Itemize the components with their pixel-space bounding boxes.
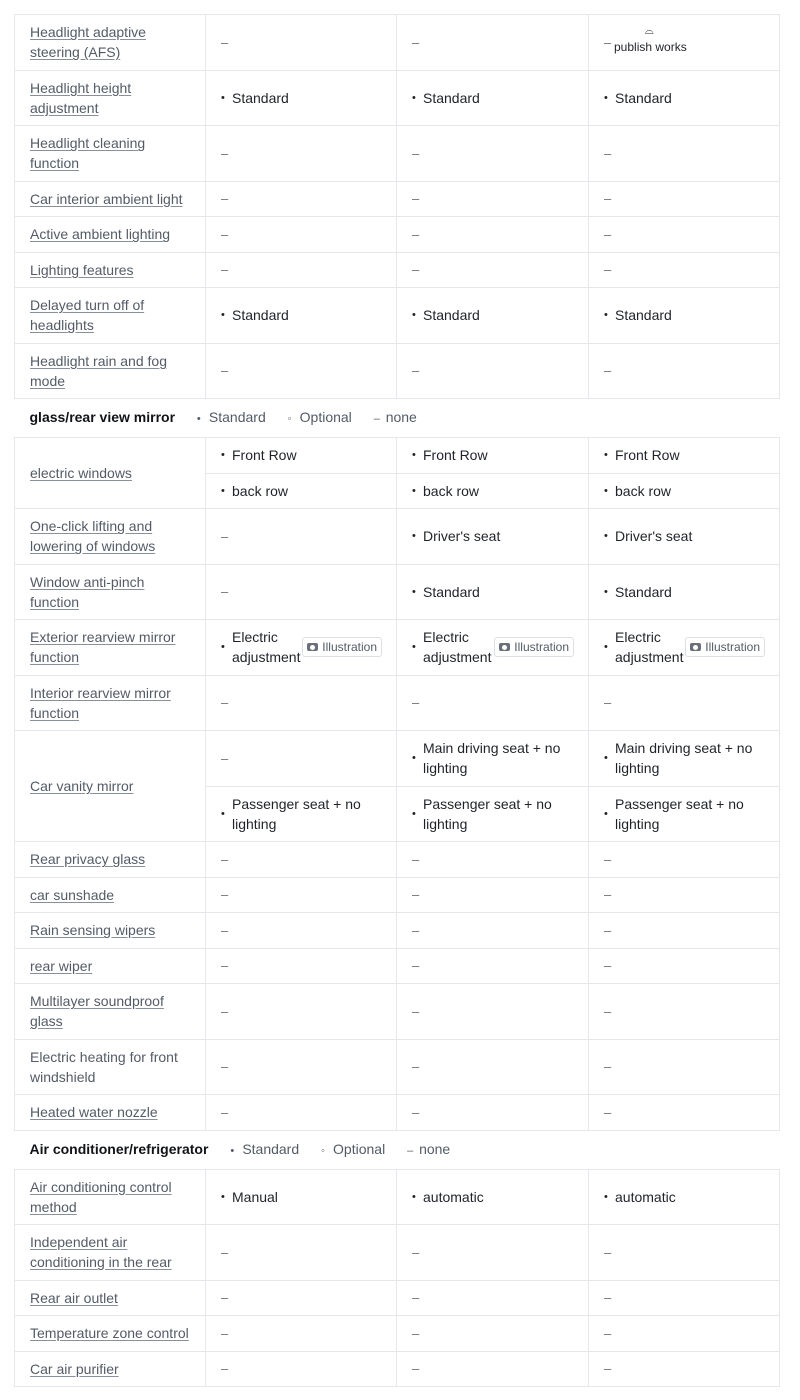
bullet-icon: • xyxy=(221,1190,225,1203)
spec-cell: • Standard xyxy=(397,288,589,344)
spec-cell: – xyxy=(206,984,397,1040)
legend-standard: • Standard xyxy=(197,409,266,425)
bullet-icon: • xyxy=(412,585,416,598)
table-row xyxy=(15,984,780,1040)
bullet-icon: • xyxy=(221,641,225,654)
spec-cell: – xyxy=(206,913,397,949)
table-row xyxy=(15,15,780,71)
row-label[interactable]: Headlight adaptive steering (AFS) xyxy=(15,15,206,71)
bullet-icon: • xyxy=(412,449,416,462)
spec-cell: – xyxy=(397,1316,589,1352)
bullet-icon: • xyxy=(221,449,225,462)
spec-cell: • Front Row xyxy=(589,438,780,474)
spec-cell: • back row xyxy=(589,473,780,509)
spec-cell: – xyxy=(397,15,589,71)
table-row xyxy=(15,877,780,913)
spec-cell: – xyxy=(206,1225,397,1281)
table-row xyxy=(15,948,780,984)
spec-cell: – xyxy=(589,126,780,182)
table-row xyxy=(15,1225,780,1281)
row-label[interactable]: Temperature zone control xyxy=(15,1316,206,1352)
hollow-dot-icon: ◦ xyxy=(321,1144,325,1157)
spec-cell: • Passenger seat + no lighting xyxy=(206,786,397,842)
table-row xyxy=(15,620,780,676)
spec-cell: • back row xyxy=(397,473,589,509)
illustration-button[interactable]: Illustration xyxy=(685,637,765,657)
spec-cell: • Electric adjustment Illustration xyxy=(589,620,780,676)
camera-icon xyxy=(690,643,701,651)
spec-cell: – xyxy=(206,1095,397,1131)
row-label[interactable]: Multilayer soundproof glass xyxy=(15,984,206,1040)
row-label[interactable]: Rear privacy glass xyxy=(15,842,206,878)
filled-dot-icon: • xyxy=(196,413,201,425)
spec-cell: – xyxy=(206,1351,397,1387)
camera-icon xyxy=(499,643,510,651)
spec-cell: – xyxy=(589,1280,780,1316)
spec-table xyxy=(14,14,780,1387)
bullet-icon: • xyxy=(221,91,225,104)
row-label[interactable]: Rear air outlet xyxy=(15,1280,206,1316)
section-header xyxy=(15,399,780,438)
spec-cell: – xyxy=(589,984,780,1040)
spec-cell: – xyxy=(397,217,589,253)
row-label[interactable]: Independent air conditioning in the rear xyxy=(15,1225,206,1281)
bullet-icon: • xyxy=(221,484,225,497)
spec-cell: • Standard xyxy=(589,70,780,126)
table-row xyxy=(15,675,780,731)
spec-cell: • Electric adjustment Illustration xyxy=(206,620,397,676)
bullet-icon: • xyxy=(604,91,608,104)
bullet-icon: • xyxy=(604,585,608,598)
row-label[interactable]: Car vanity mirror xyxy=(15,731,206,842)
table-row xyxy=(15,913,780,949)
row-label[interactable]: electric windows xyxy=(15,438,206,509)
filled-dot-icon: • xyxy=(230,1144,235,1157)
bullet-icon: • xyxy=(604,530,608,543)
spec-cell: – xyxy=(206,217,397,253)
spec-cell: • Front Row xyxy=(397,438,589,474)
bullet-icon: • xyxy=(412,309,416,322)
table-row xyxy=(15,126,780,182)
row-label[interactable]: Window anti-pinch function xyxy=(15,564,206,620)
spec-cell: – xyxy=(206,181,397,217)
row-label[interactable]: Active ambient lighting xyxy=(15,217,206,253)
section-header-cell xyxy=(15,1130,780,1169)
section-title: Air conditioner/refrigerator xyxy=(29,1140,209,1157)
row-label[interactable]: One-click lifting and lowering of windows xyxy=(15,509,206,565)
spec-cell: • Standard xyxy=(397,564,589,620)
bullet-icon: • xyxy=(604,641,608,654)
illustration-button[interactable]: Illustration xyxy=(302,637,382,657)
spec-cell: – xyxy=(206,675,397,731)
row-label[interactable]: rear wiper xyxy=(15,948,206,984)
row-label: Electric heating for front windshield xyxy=(15,1039,206,1095)
spec-cell: – xyxy=(206,252,397,288)
row-label[interactable]: Headlight rain and fog mode xyxy=(15,343,206,399)
row-label[interactable]: Air conditioning control method xyxy=(15,1169,206,1225)
spec-cell: – xyxy=(589,842,780,878)
spec-cell: • Standard xyxy=(397,70,589,126)
spec-cell: – xyxy=(397,181,589,217)
bullet-icon: • xyxy=(604,807,608,820)
spec-cell: – xyxy=(397,1039,589,1095)
spec-cell: • Main driving seat + no lighting xyxy=(397,731,589,787)
dash-icon: – xyxy=(407,1144,414,1157)
illustration-button[interactable]: Illustration xyxy=(494,637,574,657)
spec-cell: – xyxy=(397,842,589,878)
spec-cell: – xyxy=(397,948,589,984)
spec-cell: • Standard xyxy=(589,564,780,620)
table-row xyxy=(15,1280,780,1316)
hollow-dot-icon: ◦ xyxy=(287,413,292,425)
spec-cell: – xyxy=(589,252,780,288)
spec-cell: – xyxy=(206,564,397,620)
spec-cell: – xyxy=(206,948,397,984)
row-label[interactable]: car sunshade xyxy=(15,877,206,913)
bullet-icon: • xyxy=(412,1190,416,1203)
table-row xyxy=(15,181,780,217)
spec-cell: – xyxy=(397,913,589,949)
bullet-icon: • xyxy=(412,807,416,820)
spec-cell: – xyxy=(206,731,397,787)
table-row xyxy=(15,731,780,787)
spec-cell: • automatic xyxy=(397,1169,589,1225)
spec-cell: – xyxy=(397,343,589,399)
bullet-icon: • xyxy=(412,752,416,765)
spec-cell: – xyxy=(206,509,397,565)
spec-cell: – xyxy=(206,343,397,399)
table-row xyxy=(15,288,780,344)
spec-cell: • Passenger seat + no lighting xyxy=(397,786,589,842)
spec-cell: – xyxy=(206,126,397,182)
table-row xyxy=(15,509,780,565)
table-row xyxy=(15,343,780,399)
spec-cell: • back row xyxy=(206,473,397,509)
spec-cell: • automatic xyxy=(589,1169,780,1225)
spec-cell: – xyxy=(589,217,780,253)
spec-cell: – xyxy=(206,1039,397,1095)
spec-cell: – xyxy=(589,343,780,399)
row-label[interactable]: Car air purifier xyxy=(15,1351,206,1387)
bullet-icon: • xyxy=(604,752,608,765)
spec-cell: – xyxy=(206,1280,397,1316)
spec-cell: – xyxy=(589,1039,780,1095)
spec-cell: – xyxy=(589,1316,780,1352)
spec-cell: – xyxy=(589,1225,780,1281)
bullet-icon: • xyxy=(412,91,416,104)
row-label[interactable]: Rain sensing wipers xyxy=(15,913,206,949)
spec-cell: – xyxy=(397,126,589,182)
spec-cell: – xyxy=(589,913,780,949)
spec-cell: • Manual xyxy=(206,1169,397,1225)
row-label[interactable]: Headlight cleaning function xyxy=(15,126,206,182)
spec-cell: • Standard xyxy=(206,288,397,344)
camera-icon xyxy=(307,643,318,651)
legend-optional: ◦ Optional xyxy=(288,409,352,425)
bullet-icon: • xyxy=(412,484,416,497)
spec-cell: • Standard xyxy=(589,288,780,344)
row-label[interactable]: Headlight height adjustment xyxy=(15,70,206,126)
spec-cell: – xyxy=(397,675,589,731)
spec-cell: • Driver's seat xyxy=(589,509,780,565)
spec-cell: – xyxy=(589,675,780,731)
spec-cell: – xyxy=(206,842,397,878)
legend-standard: • Standard xyxy=(230,1141,299,1157)
spec-cell: – xyxy=(397,252,589,288)
bullet-icon: • xyxy=(604,1190,608,1203)
spec-cell: – xyxy=(397,1225,589,1281)
table-row xyxy=(15,1095,780,1131)
spec-cell: – xyxy=(589,1095,780,1131)
table-row xyxy=(15,70,780,126)
bullet-icon: • xyxy=(221,309,225,322)
section-header xyxy=(15,1130,780,1169)
spec-cell: • Standard xyxy=(206,70,397,126)
publish-works-button[interactable]: ⌓ publish works xyxy=(614,25,687,54)
table-row xyxy=(15,842,780,878)
row-label[interactable]: Heated water nozzle xyxy=(15,1095,206,1131)
table-row xyxy=(15,564,780,620)
table-row xyxy=(15,1169,780,1225)
bullet-icon: • xyxy=(604,484,608,497)
spec-cell: – xyxy=(589,877,780,913)
spec-cell: – xyxy=(397,877,589,913)
spec-cell: – xyxy=(206,1316,397,1352)
row-label[interactable]: Car interior ambient light xyxy=(15,181,206,217)
spec-cell: – xyxy=(397,1280,589,1316)
publish-icon: ⌓ xyxy=(645,25,654,37)
row-label[interactable]: Lighting features xyxy=(15,252,206,288)
section-header-cell xyxy=(15,399,780,438)
table-row xyxy=(15,217,780,253)
spec-cell: – xyxy=(206,15,397,71)
row-label[interactable]: Delayed turn off of headlights xyxy=(15,288,206,344)
dash-icon: – xyxy=(373,413,380,425)
spec-cell: – xyxy=(589,181,780,217)
table-row xyxy=(15,1316,780,1352)
spec-cell: – xyxy=(206,877,397,913)
row-label[interactable]: Exterior rearview mirror function xyxy=(15,620,206,676)
legend-none: – none xyxy=(374,409,417,425)
spec-cell: • Passenger seat + no lighting xyxy=(589,786,780,842)
spec-cell: – xyxy=(397,984,589,1040)
spec-cell: – ⌓ publish works xyxy=(589,15,780,71)
spec-cell: • Front Row xyxy=(206,438,397,474)
spec-cell: – xyxy=(397,1351,589,1387)
spec-cell: – xyxy=(397,1095,589,1131)
spec-table-container xyxy=(14,14,779,1387)
bullet-icon: • xyxy=(604,309,608,322)
section-title: glass/rear view mirror xyxy=(29,409,176,425)
bullet-icon: • xyxy=(412,530,416,543)
table-row xyxy=(15,1351,780,1387)
bullet-icon: • xyxy=(604,449,608,462)
spec-cell: • Driver's seat xyxy=(397,509,589,565)
spec-cell: • Main driving seat + no lighting xyxy=(589,731,780,787)
bullet-icon: • xyxy=(221,807,225,820)
row-label[interactable]: Interior rearview mirror function xyxy=(15,675,206,731)
bullet-icon: • xyxy=(412,641,416,654)
table-row xyxy=(15,1039,780,1095)
legend-none: – none xyxy=(407,1141,450,1157)
spec-cell: • Electric adjustment Illustration xyxy=(397,620,589,676)
legend-optional: ◦ Optional xyxy=(321,1141,385,1157)
spec-cell: – xyxy=(589,948,780,984)
table-row xyxy=(15,438,780,474)
table-row xyxy=(15,252,780,288)
spec-cell: – xyxy=(589,1351,780,1387)
